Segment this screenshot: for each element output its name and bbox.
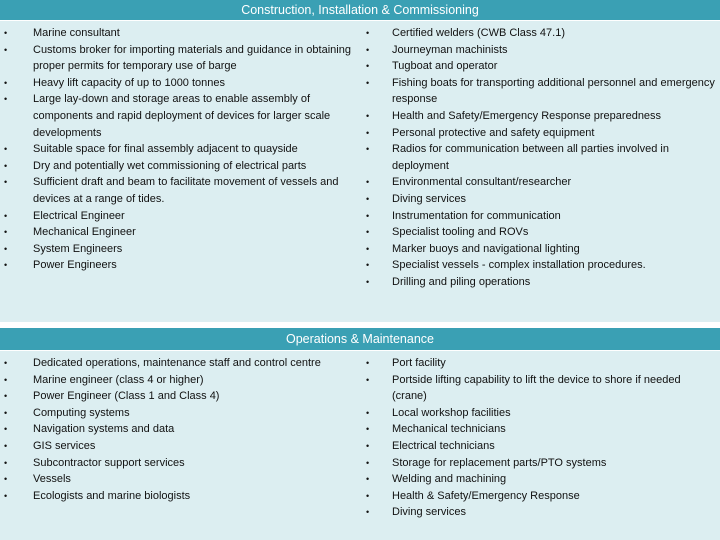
list-item: • Personal protective and safety equipment bbox=[360, 125, 718, 142]
list-item: • Local workshop facilities bbox=[360, 405, 718, 422]
list-item: • Heavy lift capacity of up to 1000 tonnes bbox=[0, 75, 355, 92]
list-item: • Journeyman machinists bbox=[360, 42, 718, 59]
list-item: • GIS services bbox=[0, 438, 355, 455]
list-item: • Diving services bbox=[360, 191, 718, 208]
list-item: • Ecologists and marine biologists bbox=[0, 488, 355, 505]
list-item: • Specialist tooling and ROVs bbox=[360, 224, 718, 241]
list-item: • Tugboat and operator bbox=[360, 58, 718, 75]
list-item: • Dedicated operations, maintenance staff and control centre bbox=[0, 355, 355, 372]
list-item: • Mechanical Engineer bbox=[0, 224, 355, 241]
list-item: • Sufficient draft and beam to facilitate movement of vessels and devices at a range of tides. bbox=[0, 174, 355, 207]
list-item: • Marker buoys and navigational lighting bbox=[360, 241, 718, 258]
list-item: • Dry and potentially wet commissioning of electrical parts bbox=[0, 158, 355, 175]
list-item: • Subcontractor support services bbox=[0, 455, 355, 472]
list-item: • Vessels bbox=[0, 471, 355, 488]
list-item: • Electrical Engineer bbox=[0, 208, 355, 225]
list-item: • Drilling and piling operations bbox=[360, 274, 718, 291]
list-item: • Portside lifting capability to lift the device to shore if needed (crane) bbox=[360, 372, 718, 405]
list-item: • Suitable space for final assembly adjacent to quayside bbox=[0, 141, 355, 158]
list-item: • Health & Safety/Emergency Response bbox=[360, 488, 718, 505]
list-item: • Fishing boats for transporting additional personnel and emergency response bbox=[360, 75, 718, 108]
operations-panel bbox=[0, 328, 720, 540]
operations-header: Operations & Maintenance bbox=[0, 328, 720, 351]
list-item: • Health and Safety/Emergency Response preparedness bbox=[360, 108, 718, 125]
list-item: • System Engineers bbox=[0, 241, 355, 258]
list-item: • Environmental consultant/researcher bbox=[360, 174, 718, 191]
list-item: • Instrumentation for communication bbox=[360, 208, 718, 225]
list-item: • Computing systems bbox=[0, 405, 355, 422]
list-item: • Welding and machining bbox=[360, 471, 718, 488]
list-item: • Mechanical technicians bbox=[360, 421, 718, 438]
construction-left-list bbox=[0, 25, 355, 274]
list-item: • Electrical technicians bbox=[360, 438, 718, 455]
list-item: • Port facility bbox=[360, 355, 718, 372]
operations-right-list bbox=[360, 355, 718, 521]
construction-right-list bbox=[360, 25, 718, 291]
list-item: • Marine engineer (class 4 or higher) bbox=[0, 372, 355, 389]
list-item: • Marine consultant bbox=[0, 25, 355, 42]
list-item: • Storage for replacement parts/PTO systems bbox=[360, 455, 718, 472]
list-item: • Radios for communication between all parties involved in deployment bbox=[360, 141, 718, 174]
list-item: • Power Engineer (Class 1 and Class 4) bbox=[0, 388, 355, 405]
list-item: • Power Engineers bbox=[0, 257, 355, 274]
list-item: • Specialist vessels - complex installation procedures. bbox=[360, 257, 718, 274]
list-item: • Navigation systems and data bbox=[0, 421, 355, 438]
list-item: • Large lay-down and storage areas to enable assembly of components and rapid deployment of devices for larger scale developments bbox=[0, 91, 355, 141]
list-item: • Certified welders (CWB Class 47.1) bbox=[360, 25, 718, 42]
list-item: • Customs broker for importing materials and guidance in obtaining proper permits for temporary use of barge bbox=[0, 42, 355, 75]
operations-left-list bbox=[0, 355, 355, 504]
list-item: • Diving services bbox=[360, 504, 718, 521]
construction-header: Construction, Installation & Commissioning bbox=[0, 0, 720, 21]
